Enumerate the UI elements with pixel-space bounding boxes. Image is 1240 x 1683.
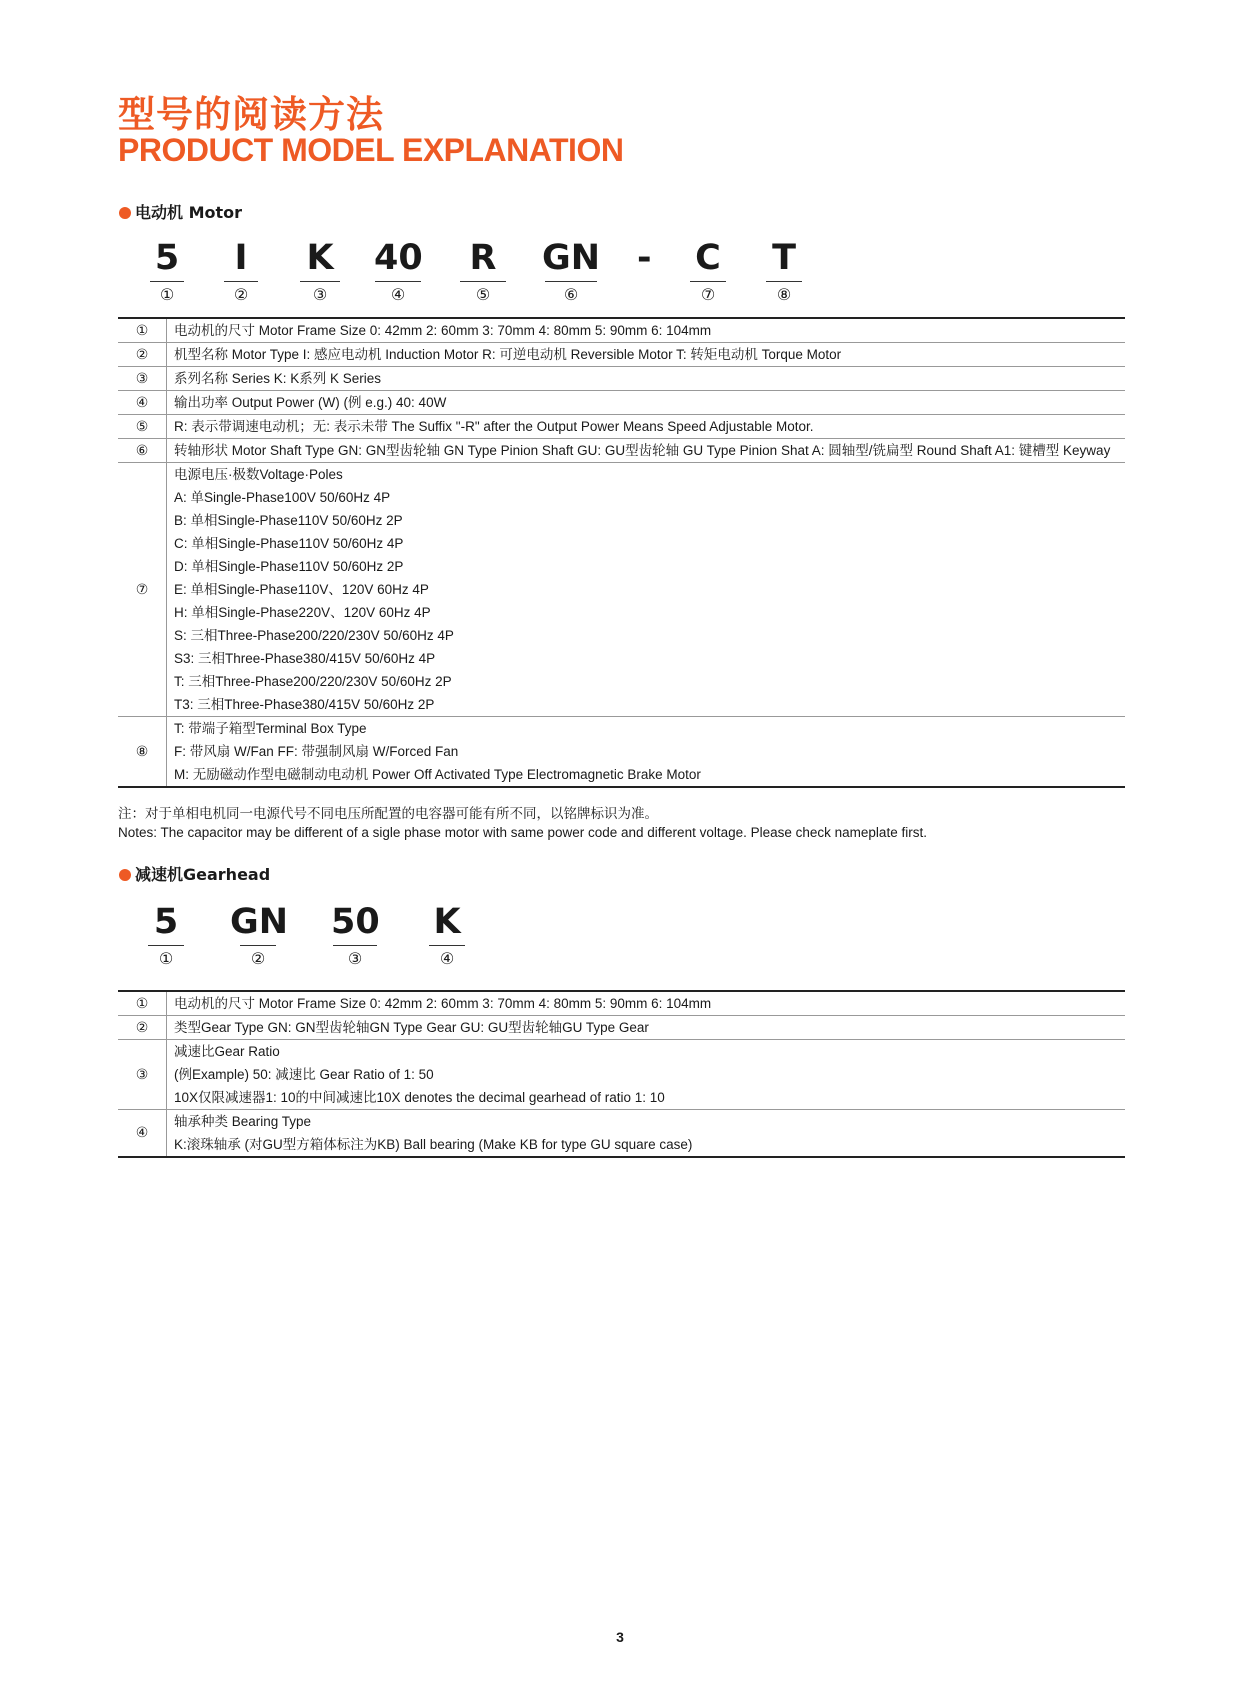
- code-number: ②: [233, 285, 249, 304]
- motor-code-segment-7: [690, 238, 726, 304]
- code-char: T: [772, 238, 796, 278]
- row-description: [167, 717, 1126, 788]
- motor-heading-text: 电动机 Motor: [135, 203, 243, 222]
- code-underline: [545, 281, 597, 282]
- page-number: 3: [616, 1629, 624, 1645]
- row-description: [167, 391, 1126, 415]
- code-underline: [150, 281, 184, 282]
- description-line: 转轴形状 Motor Shaft Type GN: GN型齿轮轴 GN Type Pinion Shaft GU: GU型齿轮轴 GU Type Pinion Shat A: 圆轴型/铣扁型 Round Shaft A1: 键槽型 Keyway: [174, 443, 1111, 458]
- code-char: 40: [374, 238, 423, 278]
- code-underline: [333, 945, 377, 946]
- code-char: I: [234, 238, 248, 278]
- motor-code-segment-3: [300, 238, 340, 304]
- row-index: ④: [118, 391, 167, 415]
- code-number: ④: [439, 949, 455, 968]
- gearhead-code-segment-1: [148, 902, 184, 968]
- table-row: [118, 1110, 1125, 1158]
- gearhead-spec-table: [118, 990, 1125, 1158]
- code-underline: [224, 281, 258, 282]
- description-line: H: 单相Single-Phase220V、120V 60Hz 4P: [174, 605, 431, 620]
- description-line: T: 带端子箱型Terminal Box Type: [174, 721, 367, 736]
- description-line: F: 带风扇 W/Fan FF: 带强制风扇 W/Forced Fan: [174, 744, 459, 759]
- description-line: R: 表示带调速电动机；无: 表示未带 The Suffix "-R" after the Output Power Means Speed Adjustable Motor.: [174, 419, 814, 434]
- code-number: ④: [390, 285, 406, 304]
- row-index: ④: [118, 1110, 167, 1158]
- description-line: 类型Gear Type GN: GN型齿轮轴GN Type Gear GU: GU型齿轮轴GU Type Gear: [174, 1020, 649, 1035]
- page-title-cn: 型号的阅读方法: [118, 93, 384, 136]
- description-line: S: 三相Three-Phase200/220/230V 50/60Hz 4P: [174, 628, 454, 643]
- note-cn: 注：对于单相电机同一电源代号不同电压所配置的电容器可能有所不同，以铭牌标识为准。: [118, 806, 658, 821]
- gearhead-code-segment-4: [427, 902, 467, 968]
- table-row: [118, 717, 1125, 788]
- code-underline: [300, 281, 340, 282]
- code-underline: [690, 281, 726, 282]
- code-underline: [375, 281, 421, 282]
- code-underline: [766, 281, 802, 282]
- code-number: ③: [347, 949, 363, 968]
- code-underline: [240, 945, 276, 946]
- code-number: ⑦: [700, 285, 716, 304]
- row-description: [167, 991, 1126, 1016]
- row-index: ⑦: [118, 463, 167, 717]
- description-line: 轴承种类 Bearing Type: [174, 1114, 312, 1129]
- row-index: ③: [118, 1040, 167, 1110]
- row-index: ③: [118, 367, 167, 391]
- row-index: ⑧: [118, 717, 167, 788]
- notes: [118, 804, 927, 842]
- motor-code-segment-6: [542, 238, 600, 304]
- description-line: K:滚珠轴承 (对GU型方箱体标注为KB) Ball bearing (Make KB for type GU square case): [174, 1137, 693, 1152]
- row-index: ②: [118, 1016, 167, 1040]
- table-row: [118, 1016, 1125, 1040]
- code-underline: [429, 945, 465, 946]
- table-row: [118, 415, 1125, 439]
- description-line: 电动机的尺寸 Motor Frame Size 0: 42mm 2: 60mm 3: 70mm 4: 80mm 5: 90mm 6: 104mm: [174, 323, 712, 338]
- row-description: [167, 439, 1126, 463]
- description-line: (例Example) 50: 减速比 Gear Ratio of 1: 50: [174, 1067, 434, 1082]
- bullet-icon: [119, 869, 131, 881]
- table-row: [118, 318, 1125, 343]
- row-description: [167, 318, 1126, 343]
- code-char: C: [695, 238, 721, 278]
- motor-code-segment-8: [766, 238, 802, 304]
- motor-code-segment-4: [374, 238, 422, 304]
- row-index: ⑥: [118, 439, 167, 463]
- code-number: ⑧: [776, 285, 792, 304]
- gearhead-section-heading: [119, 862, 270, 885]
- table-row: [118, 991, 1125, 1016]
- description-line: 输出功率 Output Power (W) (例 e.g.) 40: 40W: [174, 395, 447, 410]
- table-row: [118, 1040, 1125, 1110]
- description-line: E: 单相Single-Phase110V、120V 60Hz 4P: [174, 582, 429, 597]
- description-line: 10X仅限减速器1: 10的中间减速比10X denotes the decimal gearhead of ratio 1: 10: [174, 1090, 665, 1105]
- description-line: 机型名称 Motor Type I: 感应电动机 Induction Motor R: 可逆电动机 Reversible Motor T: 转矩电动机 Torque Motor: [174, 347, 842, 362]
- row-description: [167, 1016, 1126, 1040]
- table-row: [118, 463, 1125, 717]
- motor-section-heading: [119, 200, 242, 223]
- note-en: Notes: The capacitor may be different of a sigle phase motor with same power code and different voltage. Please check nameplate first.: [118, 825, 927, 840]
- row-index: ②: [118, 343, 167, 367]
- description-line: 电动机的尺寸 Motor Frame Size 0: 42mm 2: 60mm 3: 70mm 4: 80mm 5: 90mm 6: 104mm: [174, 996, 712, 1011]
- description-line: T3: 三相Three-Phase380/415V 50/60Hz 2P: [174, 697, 435, 712]
- row-description: [167, 463, 1126, 717]
- description-line: M: 无励磁动作型电磁制动电动机 Power Off Activated Type Electromagnetic Brake Motor: [174, 767, 701, 782]
- table-row: [118, 439, 1125, 463]
- description-line: A: 单Single-Phase100V 50/60Hz 4P: [174, 490, 391, 505]
- table-row: [118, 343, 1125, 367]
- motor-spec-table: [118, 317, 1125, 788]
- code-number: ①: [159, 285, 175, 304]
- code-number: ⑤: [475, 285, 491, 304]
- code-char: 5: [154, 238, 180, 278]
- motor-code-segment-5: [460, 238, 506, 304]
- row-description: [167, 343, 1126, 367]
- row-description: [167, 367, 1126, 391]
- row-description: [167, 1110, 1126, 1158]
- row-description: [167, 1040, 1126, 1110]
- gearhead-code-segment-3: [331, 902, 379, 968]
- code-number: ①: [158, 949, 174, 968]
- description-line: T: 三相Three-Phase200/220/230V 50/60Hz 2P: [174, 674, 452, 689]
- code-underline: [148, 945, 184, 946]
- code-number: ⑥: [563, 285, 579, 304]
- code-char: 50: [331, 902, 380, 942]
- row-index: ①: [118, 991, 167, 1016]
- code-char: K: [306, 238, 334, 278]
- table-row: [118, 391, 1125, 415]
- bullet-icon: [119, 207, 131, 219]
- code-number: ③: [312, 285, 328, 304]
- code-char: R: [469, 238, 497, 278]
- page-title-en: PRODUCT MODEL EXPLANATION: [118, 132, 624, 168]
- gearhead-code-segment-2: [230, 902, 289, 968]
- code-char: 5: [153, 902, 179, 942]
- code-number: ②: [250, 949, 266, 968]
- row-description: [167, 415, 1126, 439]
- code-char: GN: [230, 902, 289, 942]
- motor-code-segment-1: [150, 238, 184, 304]
- description-line: 减速比Gear Ratio: [174, 1044, 280, 1059]
- description-line: C: 单相Single-Phase110V 50/60Hz 4P: [174, 536, 404, 551]
- description-line: 系列名称 Series K: K系列 K Series: [174, 371, 382, 386]
- code-char: GN: [542, 238, 601, 278]
- motor-code-segment-2: [224, 238, 258, 304]
- table-row: [118, 367, 1125, 391]
- description-line: D: 单相Single-Phase110V 50/60Hz 2P: [174, 559, 404, 574]
- code-underline: [460, 281, 506, 282]
- code-dash: -: [637, 238, 652, 278]
- row-index: ⑤: [118, 415, 167, 439]
- gearhead-heading-text: 减速机Gearhead: [135, 865, 271, 884]
- description-line: S3: 三相Three-Phase380/415V 50/60Hz 4P: [174, 651, 436, 666]
- row-index: ①: [118, 318, 167, 343]
- description-line: 电源电压·极数Voltage·Poles: [174, 467, 343, 482]
- code-char: K: [433, 902, 461, 942]
- description-line: B: 单相Single-Phase110V 50/60Hz 2P: [174, 513, 403, 528]
